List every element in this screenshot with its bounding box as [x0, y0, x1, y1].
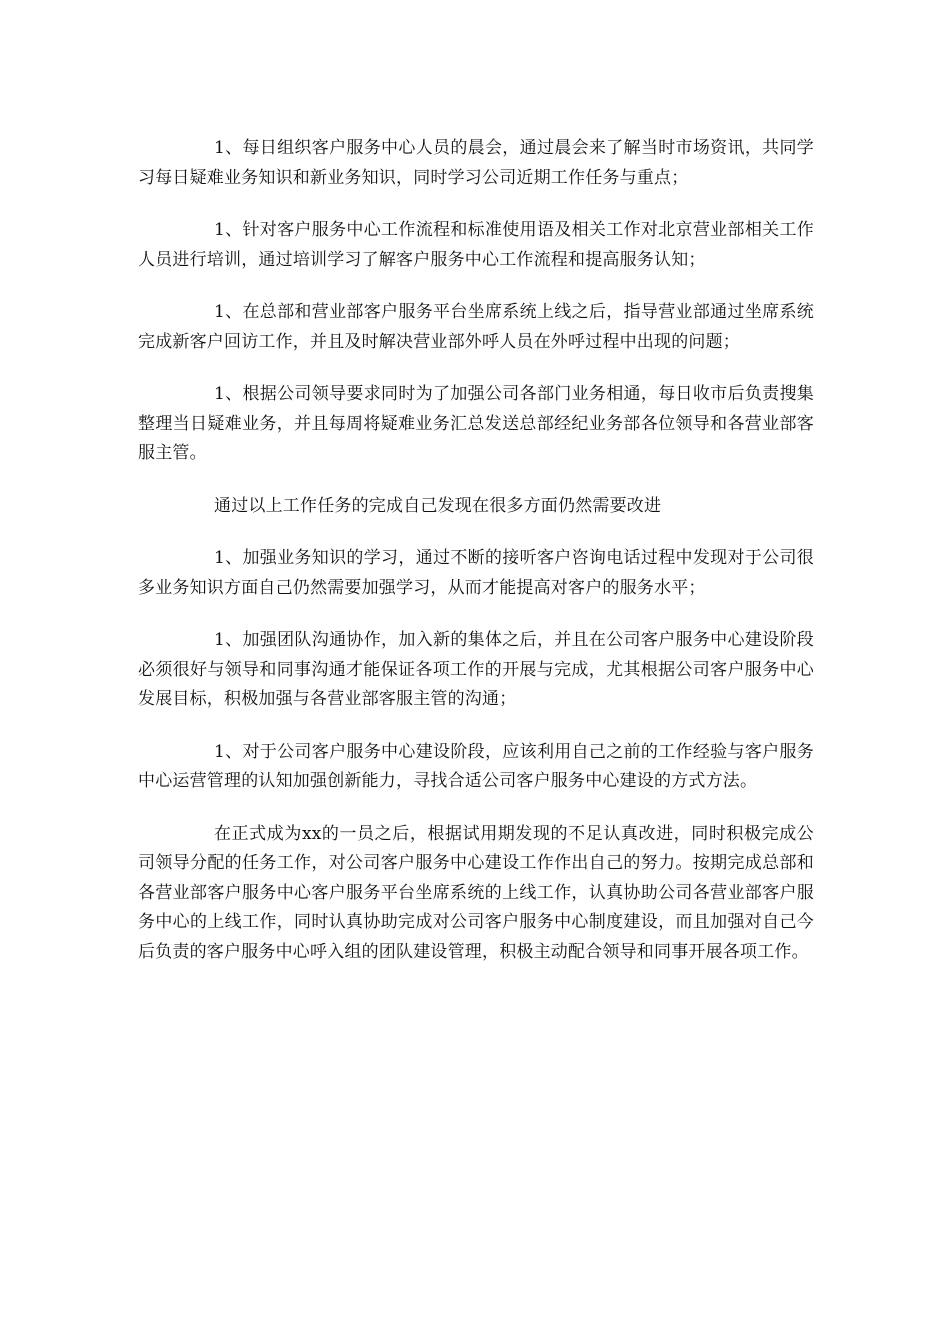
paragraph-innovation: 1、对于公司客户服务中心建设阶段，应该利用自己之前的工作经验与客户服务中心运营管理的认知加强创新能力，寻找合适公司客户服务中心建设的方式方法。 — [138, 741, 814, 791]
document-body — [138, 134, 814, 967]
paragraph-seat-system: 1、在总部和营业部客户服务平台坐席系统上线之后，指导营业部通过坐席系统完成新客户回访工作，并且及时解决营业部外呼人员在外呼过程中出现的问题； — [138, 302, 814, 352]
paragraph-difficult-business: 1、根据公司领导要求同时为了加强公司各部门业务相通，每日收市后负责搜集整理当日疑难业务，并且每周将疑难业务汇总发送总部经纪业务部各位领导和各营业部客服主管。 — [138, 384, 814, 463]
paragraph-training: 1、针对客户服务中心工作流程和标准使用语及相关工作对北京营业部相关工作人员进行培训，通过培训学习了解客户服务中心工作流程和提高服务认知； — [138, 220, 814, 270]
paragraph-business-knowledge: 1、加强业务知识的学习，通过不断的接听客户咨询电话过程中发现对于公司很多业务知识方面自己仍然需要加强学习，从而才能提高对客户的服务水平； — [138, 548, 814, 598]
paragraph-future-plan: 在正式成为xx的一员之后，根据试用期发现的不足认真改进，同时积极完成公司领导分配的任务工作，对公司客户服务中心建设工作作出自己的努力。按期完成总部和各营业部客户服务中心客户服务平台坐席系统的上线工作，认真协助公司各营业部客户服务中心的上线工作，同时认真协助完成对公司客户服务中心制度建设，而且加强对自己今后负责的客户服务中心呼入组的团队建设管理，积极主动配合领导和同事开展各项工作。 — [138, 823, 814, 962]
paragraph-morning-meeting: 1、每日组织客户服务中心人员的晨会，通过晨会来了解当时市场资讯，共同学习每日疑难业务知识和新业务知识，同时学习公司近期工作任务与重点； — [138, 138, 814, 188]
paragraph-improvement-intro: 通过以上工作任务的完成自己发现在很多方面仍然需要改进 — [214, 495, 662, 516]
paragraph-team-communication: 1、加强团队沟通协作，加入新的集体之后，并且在公司客户服务中心建设阶段必须很好与领导和同事沟通才能保证各项工作的开展与完成，尤其根据公司客户服务中心发展目标，积极加强与各营业部客服主管的沟通； — [138, 630, 814, 709]
